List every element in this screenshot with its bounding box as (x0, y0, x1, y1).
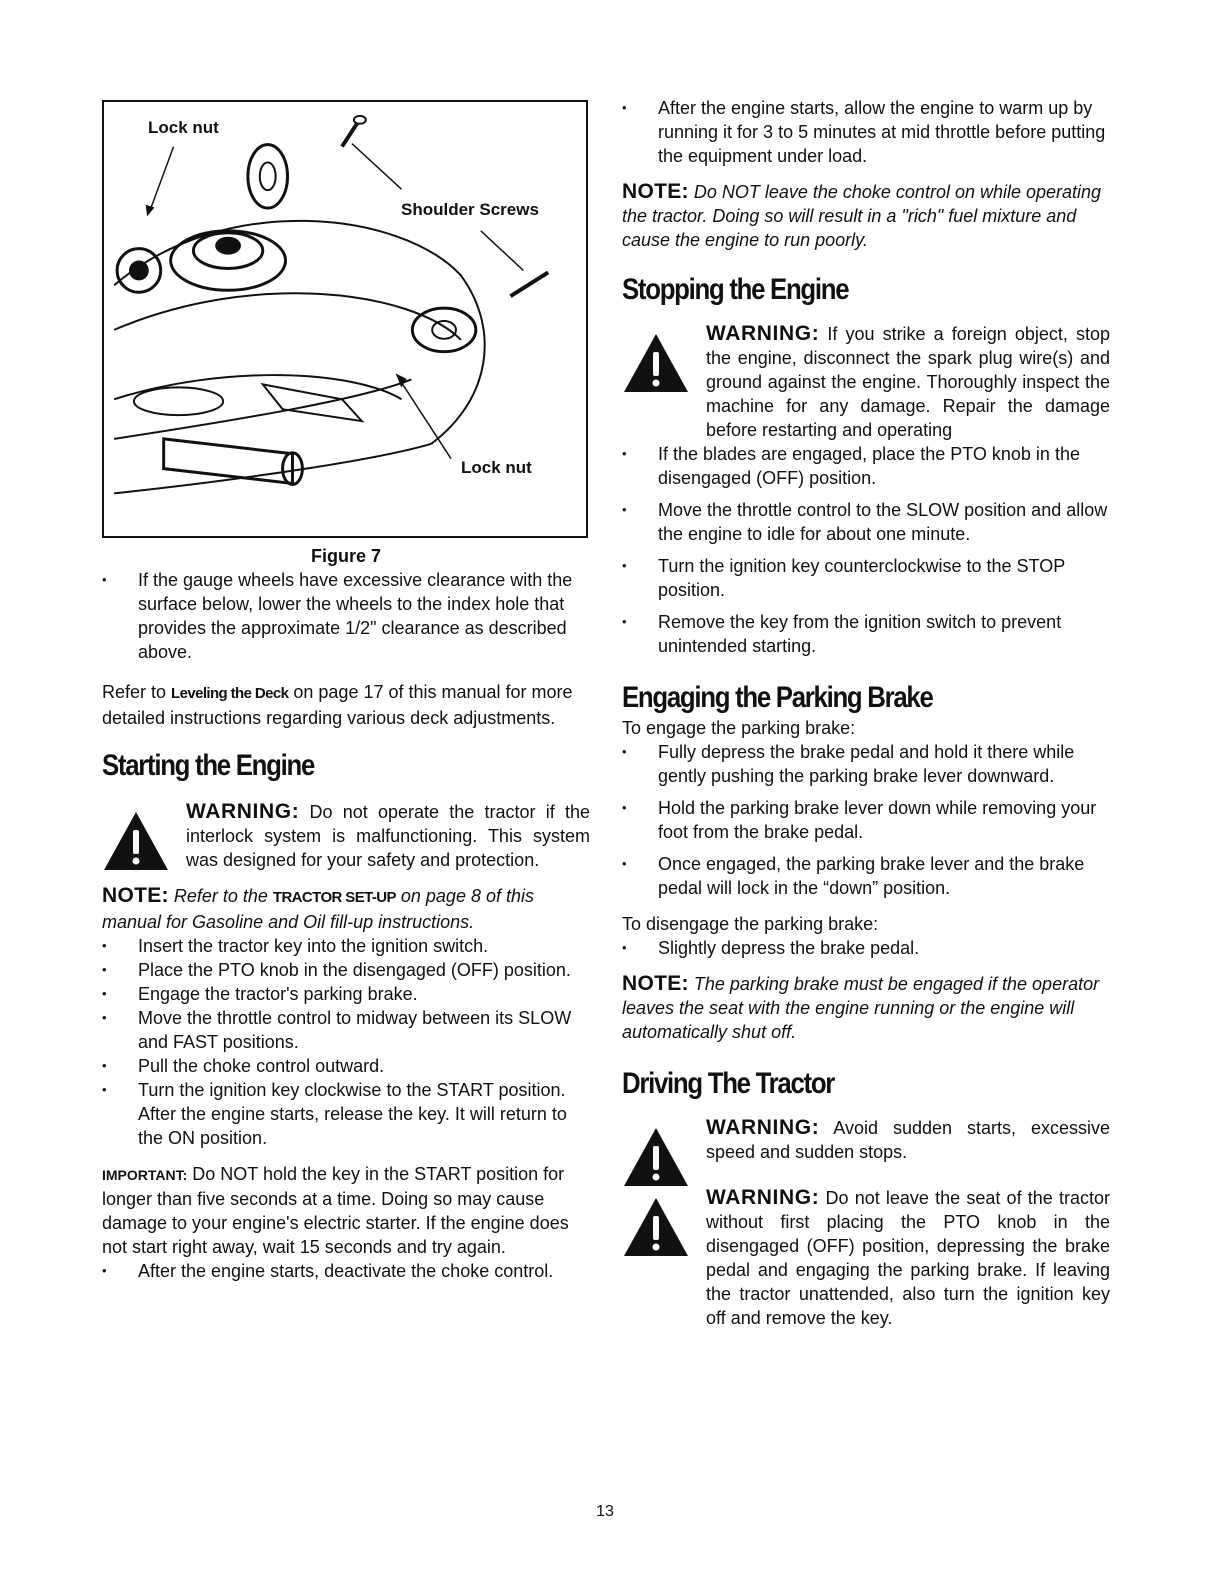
list-item: • Once engaged, the parking brake lever and the brake pedal will lock in the “down” position. (622, 852, 1110, 900)
list-item: • Slightly depress the brake pedal. (622, 936, 1110, 960)
warning-starting: WARNING: Do not operate the tractor if the interlock system is malfunctioning. This system was designed for your safety and protection. (102, 800, 590, 872)
important-paragraph: IMPORTANT: Do NOT hold the key in the START position for longer than five seconds at a time. Doing so may cause damage to your engine's electric starter. If the engine does not start right away, wait 15 seconds and try again. (102, 1164, 569, 1257)
starting-steps (102, 934, 590, 1150)
list-item: • Move the throttle control to midway between its SLOW and FAST positions. (102, 1006, 590, 1054)
choke-bullet-list (102, 1259, 590, 1283)
refer-paragraph: Refer to Leveling the Deck on page 17 of this manual for more detailed instructions regarding various deck adjustments. (102, 682, 573, 728)
warning-icon (622, 332, 690, 394)
list-item: • Remove the key from the ignition switch to prevent unintended starting. (622, 610, 1110, 658)
list-item: • Pull the choke control outward. (102, 1054, 590, 1078)
heading-driving-tractor: Driving The Tractor (622, 1067, 835, 1100)
stopping-steps (622, 442, 1110, 658)
heading-starting-engine: Starting the Engine (102, 749, 315, 782)
warning-driving-2: WARNING: Do not leave the seat of the tractor without first placing the PTO knob in the disengaged (OFF) position, depressing the brake pedal and engaging the parking brake. If leaving the tractor unattended, also turn the ignition key off and remove the key. (622, 1186, 1110, 1330)
warning-stopping: WARNING: If you strike a foreign object, stop the engine, disconnect the spark plug wire(s) and ground against the engine. Thoroughly inspect the machine for any damage. Repair the damage before restarting and operating (622, 322, 1110, 442)
figure-7 (102, 100, 588, 538)
warning-icon (622, 1126, 690, 1188)
note-tractor-setup: NOTE: Refer to the TRACTOR SET-UP on page 8 of this manual for Gasoline and Oil fill-up instructions. (102, 884, 534, 932)
disengage-steps (622, 936, 1110, 960)
parking-intro: To engage the parking brake: (622, 718, 856, 738)
warmup-bullet-list (622, 96, 1110, 168)
figure-caption: Figure 7 (310, 546, 381, 566)
list-item: • Turn the ignition key counterclockwise to the STOP position. (622, 554, 1110, 602)
note-choke: NOTE: Do NOT leave the choke control on while operating the tractor. Doing so will result in a "rich" fuel mixture and cause the engine to run poorly. (622, 180, 1102, 250)
list-item: • Turn the ignition key clockwise to the START position. After the engine starts, release the key. It will return to the ON position. (102, 1078, 590, 1150)
left-column (102, 100, 590, 1283)
list-item: • Place the PTO knob in the disengaged (OFF) position. (102, 958, 590, 982)
label-lock-nut-top: Lock nut (148, 118, 219, 137)
list-item: • Move the throttle control to the SLOW position and allow the engine to idle for about one minute. (622, 498, 1110, 546)
list-item: • After the engine starts, allow the engine to warm up by running it for 3 to 5 minutes at mid throttle before putting the equipment under load. (622, 96, 1110, 168)
label-shoulder-screws: Shoulder Screws (401, 200, 539, 219)
tractor-setup-reference: TRACTOR SET-UP (272, 889, 396, 906)
right-column (622, 96, 1110, 1330)
page-number: 13 (596, 1503, 614, 1520)
heading-stopping-engine: Stopping the Engine (622, 273, 849, 306)
warning-driving-1: WARNING: Avoid sudden starts, excessive speed and sudden stops. (622, 1116, 1110, 1164)
warning-icon (102, 810, 170, 872)
gauge-bullet-list (102, 568, 590, 664)
list-item: • Hold the parking brake lever down while removing your foot from the brake pedal. (622, 796, 1110, 844)
note-parking: NOTE: The parking brake must be engaged if the operator leaves the seat with the engine running or the engine will automatically shut off. (622, 972, 1100, 1042)
label-lock-nut-bottom: Lock nut (461, 458, 532, 477)
list-item: • Engage the tractor's parking brake. (102, 982, 590, 1006)
disengage-intro: To disengage the parking brake: (622, 914, 879, 934)
parking-steps (622, 740, 1110, 900)
list-item: • If the gauge wheels have excessive clearance with the surface below, lower the wheels to the index hole that provides the approximate 1/2" clearance as described above. (102, 568, 590, 664)
list-item: • Fully depress the brake pedal and hold it there while gently pushing the parking brake lever downward. (622, 740, 1110, 788)
leveling-deck-reference: Leveling the Deck (171, 685, 289, 702)
heading-parking-brake: Engaging the Parking Brake (622, 681, 933, 714)
list-item: • If the blades are engaged, place the PTO knob in the disengaged (OFF) position. (622, 442, 1110, 490)
list-item: • Insert the tractor key into the ignition switch. (102, 934, 590, 958)
list-item: • After the engine starts, deactivate the choke control. (102, 1259, 590, 1283)
warning-icon (622, 1196, 690, 1258)
